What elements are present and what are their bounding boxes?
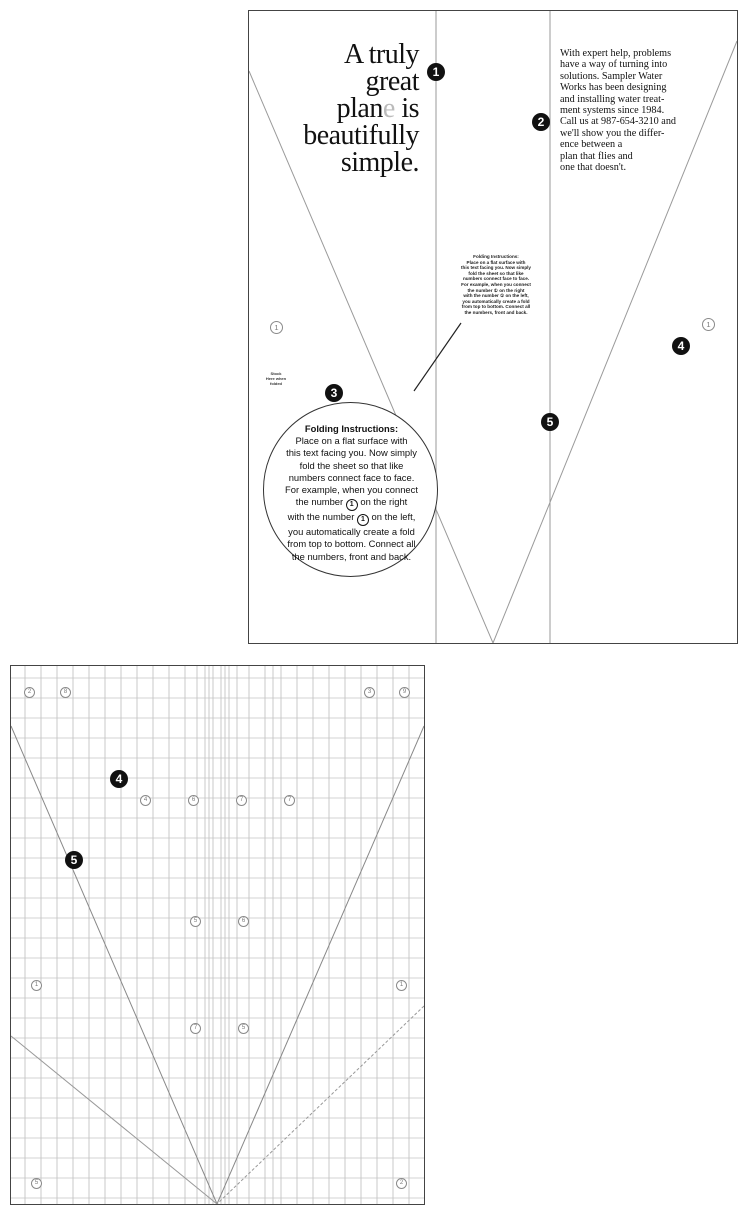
fold-number-marker: 6 bbox=[238, 916, 249, 927]
folding-instructions-enlarged bbox=[264, 423, 439, 563]
instruction-line: numbers connect face to face. bbox=[288, 471, 415, 483]
fold-number-marker: 1 bbox=[31, 980, 42, 991]
instruction-text: on the left, bbox=[368, 511, 416, 523]
instruction-line: from top to bottom. Connect all bbox=[287, 538, 416, 550]
fold-number-marker: 2 bbox=[24, 687, 35, 698]
headline-text: simple. bbox=[340, 147, 419, 178]
body-copy-line: have a way of turning into bbox=[560, 59, 668, 71]
fold-number-marker: 1 bbox=[702, 318, 715, 331]
callout-4-badge: 4 bbox=[110, 770, 128, 788]
headline-line bbox=[249, 68, 419, 95]
callout-1-badge: 1 bbox=[427, 63, 445, 81]
fold-number-marker: 1 bbox=[396, 980, 407, 991]
callout-5-badge: 5 bbox=[65, 851, 83, 869]
body-copy-line: Works has been designing bbox=[560, 82, 667, 94]
fold-number-marker: 5 bbox=[190, 916, 201, 927]
headline-text: plan bbox=[336, 93, 383, 124]
headline-text: A truly bbox=[343, 39, 419, 70]
stock-note bbox=[258, 371, 294, 386]
instruction-line: numbers connect face to face. bbox=[462, 276, 530, 282]
instruction-line: fold the sheet so that like bbox=[468, 270, 524, 276]
instruction-line: this text facing you. Now simply bbox=[461, 265, 531, 271]
instruction-text: on the right bbox=[357, 496, 408, 508]
instruction-text: the number bbox=[295, 496, 346, 508]
fold-number-marker: 2 bbox=[396, 1178, 407, 1189]
number-one-icon: 1 bbox=[346, 499, 358, 511]
instruction-line bbox=[264, 511, 439, 526]
back-grid-lines bbox=[11, 666, 424, 1204]
stock-note-line: Here when bbox=[265, 376, 287, 381]
number-one-icon: 1 bbox=[357, 514, 369, 526]
instruction-line: fold the sheet so that like bbox=[299, 459, 404, 471]
enlarged-instructions-circle bbox=[263, 402, 438, 577]
body-copy bbox=[560, 48, 695, 173]
instruction-line bbox=[264, 496, 439, 511]
fold-number-marker: 7 bbox=[284, 795, 295, 806]
fold-number-marker: 5 bbox=[238, 1023, 249, 1034]
headline-text: beautifully bbox=[303, 120, 419, 151]
instruction-line: For example, when you connect bbox=[461, 281, 531, 287]
fold-number-marker: 7 bbox=[190, 1023, 201, 1034]
headline-text: great bbox=[365, 66, 419, 97]
body-copy-line: we'll show you the differ- bbox=[560, 127, 665, 139]
instruction-line: the numbers, front and back. bbox=[291, 550, 412, 562]
instruction-line: Place on a flat surface with bbox=[295, 435, 408, 447]
fold-number-marker: 3 bbox=[364, 687, 375, 698]
headline-line bbox=[249, 122, 419, 149]
body-copy-line: With expert help, problems bbox=[560, 48, 672, 59]
instruction-line: the number ① on the right bbox=[467, 287, 525, 293]
instruction-line: you automatically create a fold bbox=[462, 298, 530, 304]
instruction-line: you automatically create a fold bbox=[288, 526, 415, 538]
headline-ghost-letter: e bbox=[382, 93, 395, 124]
fold-number-marker: 4 bbox=[140, 795, 151, 806]
body-copy-line: ment systems since 1984. bbox=[560, 105, 665, 117]
callout-2-badge: 2 bbox=[532, 113, 550, 131]
body-copy-line: plan that flies and bbox=[560, 150, 633, 162]
headline-line bbox=[249, 149, 419, 176]
body-copy-line: one that doesn't. bbox=[560, 162, 627, 174]
instruction-text: with the number bbox=[287, 511, 357, 523]
stock-note-line: Stock bbox=[270, 371, 282, 376]
fold-number-marker: 1 bbox=[270, 321, 283, 334]
fold-number-marker: 7 bbox=[236, 795, 247, 806]
headline-line bbox=[249, 41, 419, 68]
headline-line bbox=[249, 95, 419, 122]
body-copy-line: Call us at 987-654-3210 and bbox=[560, 116, 677, 128]
body-copy-line: solutions. Sampler Water bbox=[560, 70, 663, 82]
headline bbox=[249, 41, 419, 176]
back-sheet bbox=[10, 665, 425, 1205]
instruction-line: with the number ① on the left, bbox=[463, 293, 529, 299]
folding-instructions-small bbox=[449, 254, 543, 316]
instruction-line: Place on a flat surface with bbox=[466, 259, 526, 265]
fold-number-marker: 5 bbox=[31, 1178, 42, 1189]
callout-3-badge: 3 bbox=[325, 384, 343, 402]
stock-note-line: folded bbox=[270, 381, 282, 386]
fold-number-marker: 9 bbox=[399, 687, 410, 698]
headline-text: is bbox=[394, 93, 419, 124]
front-sheet bbox=[248, 10, 738, 644]
instruction-line: Folding Instructions: bbox=[473, 254, 519, 259]
diagonal-fold-line-lower-left bbox=[11, 1036, 217, 1204]
fold-number-marker: 6 bbox=[188, 795, 199, 806]
instruction-line: For example, when you connect bbox=[285, 484, 418, 496]
fold-number-marker: 8 bbox=[60, 687, 71, 698]
body-copy-line: and installing water treat- bbox=[560, 93, 665, 105]
instruction-line: the numbers, front and back. bbox=[464, 309, 528, 315]
instruction-line: from top to bottom. Connect all bbox=[461, 304, 531, 310]
instructions-title: Folding Instructions: bbox=[304, 423, 399, 434]
callout-5-badge: 5 bbox=[541, 413, 559, 431]
callout-4-badge: 4 bbox=[672, 337, 690, 355]
callout-pointer-line bbox=[414, 323, 461, 391]
body-copy-line: ence between a bbox=[560, 139, 623, 151]
instruction-line: this text facing you. Now simply bbox=[286, 447, 417, 459]
